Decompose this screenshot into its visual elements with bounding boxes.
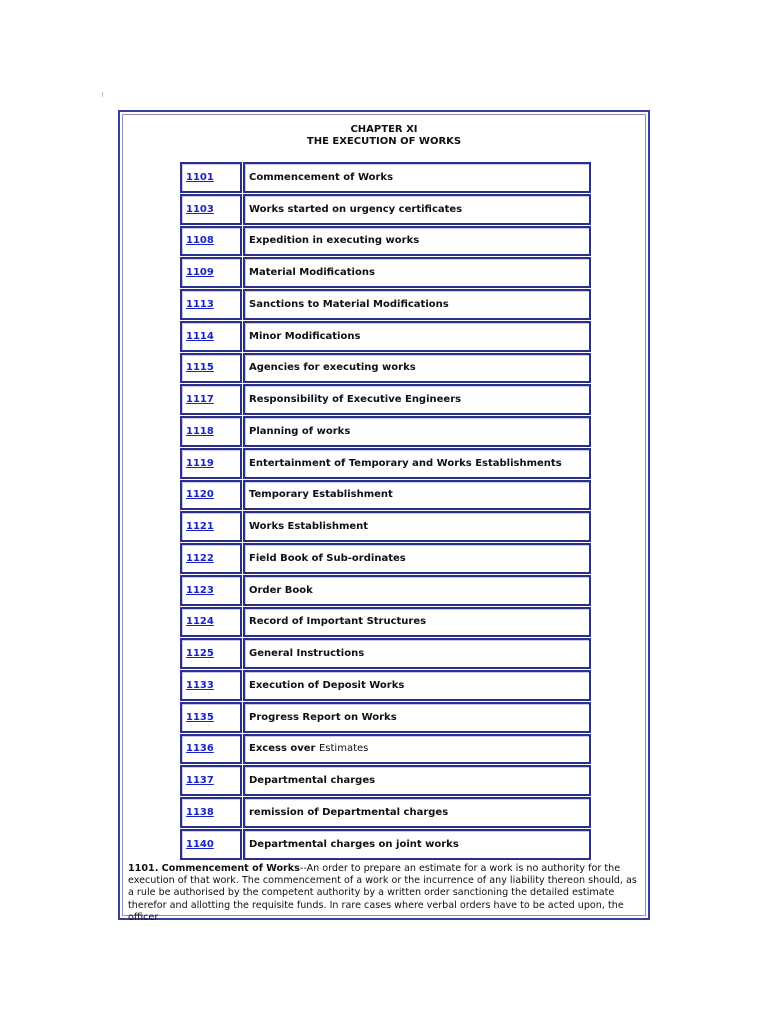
section-title: Works started on urgency certificates	[249, 203, 463, 215]
section-link-1115[interactable]: 1115	[186, 362, 214, 374]
toc-title-cell	[243, 194, 591, 225]
toc-row	[180, 734, 592, 766]
toc-number-cell	[180, 321, 242, 352]
section-title: Agencies for executing works	[249, 362, 416, 374]
stray-mark	[102, 92, 103, 97]
section-link-1108[interactable]: 1108	[186, 235, 214, 247]
toc-title-cell	[243, 829, 591, 860]
toc-row	[180, 670, 592, 702]
toc-row	[180, 543, 592, 575]
toc-row	[180, 162, 592, 194]
section-link-1138[interactable]: 1138	[186, 806, 214, 818]
table-of-contents	[180, 162, 592, 861]
section-title-plain: Estimates	[318, 743, 369, 755]
toc-number-cell	[180, 638, 242, 669]
section-link-1122[interactable]: 1122	[186, 552, 214, 564]
toc-number-cell	[180, 670, 242, 701]
toc-row	[180, 511, 592, 543]
toc-title-cell	[243, 511, 591, 542]
toc-row	[180, 607, 592, 639]
toc-number-cell	[180, 575, 242, 606]
toc-row	[180, 353, 592, 385]
section-title: Minor Modifications	[249, 330, 361, 342]
chapter-title: THE EXECUTION OF WORKS	[306, 136, 462, 147]
section-link-1117[interactable]: 1117	[186, 394, 214, 406]
section-heading: 1101. Commencement of Works	[128, 863, 300, 874]
toc-title-cell	[243, 702, 591, 733]
section-link-1114[interactable]: 1114	[186, 330, 214, 342]
section-title: Entertainment of Temporary and Works Establishments	[249, 457, 562, 469]
section-title: remission of Departmental charges	[249, 806, 449, 818]
toc-title-cell	[243, 353, 591, 384]
toc-title-cell	[243, 226, 591, 257]
chapter-heading	[120, 124, 648, 148]
section-title: Field Book of Sub-ordinates	[249, 552, 406, 564]
toc-row	[180, 765, 592, 797]
section-link-1119[interactable]: 1119	[186, 457, 214, 469]
toc-title-cell	[243, 670, 591, 701]
toc-title-cell	[243, 575, 591, 606]
toc-row	[180, 448, 592, 480]
section-title: Departmental charges on joint works	[249, 838, 459, 850]
section-title: Order Book	[249, 584, 313, 596]
toc-row	[180, 575, 592, 607]
chapter-number: CHAPTER XI	[350, 124, 418, 135]
toc-title-cell	[243, 765, 591, 796]
toc-title-cell	[243, 448, 591, 479]
section-link-1103[interactable]: 1103	[186, 203, 214, 215]
section-title: Departmental charges	[249, 775, 376, 787]
section-link-1121[interactable]: 1121	[186, 521, 214, 533]
toc-number-cell	[180, 734, 242, 765]
section-title: Progress Report on Works	[249, 711, 397, 723]
toc-number-cell	[180, 416, 242, 447]
toc-number-cell	[180, 702, 242, 733]
toc-row	[180, 416, 592, 448]
toc-number-cell	[180, 353, 242, 384]
toc-number-cell	[180, 797, 242, 828]
section-title: Planning of works	[249, 425, 351, 437]
section-title: Material Modifications	[249, 267, 375, 279]
section-link-1113[interactable]: 1113	[186, 298, 214, 310]
section-link-1109[interactable]: 1109	[186, 267, 214, 279]
toc-number-cell	[180, 448, 242, 479]
toc-number-cell	[180, 162, 242, 193]
toc-row	[180, 638, 592, 670]
toc-number-cell	[180, 511, 242, 542]
toc-number-cell	[180, 829, 242, 860]
toc-title-cell	[243, 321, 591, 352]
section-title: Works Establishment	[249, 521, 369, 533]
section-title: Responsibility of Executive Engineers	[249, 394, 462, 406]
toc-number-cell	[180, 543, 242, 574]
section-title: Record of Important Structures	[249, 616, 427, 628]
section-link-1124[interactable]: 1124	[186, 616, 214, 628]
toc-number-cell	[180, 607, 242, 638]
section-title: Expedition in executing works	[249, 235, 420, 247]
toc-row	[180, 321, 592, 353]
section-title: Excess over	[249, 743, 319, 755]
toc-title-cell	[243, 734, 591, 765]
section-link-1137[interactable]: 1137	[186, 775, 214, 787]
toc-number-cell	[180, 384, 242, 415]
toc-title-cell	[243, 416, 591, 447]
toc-row	[180, 194, 592, 226]
toc-title-cell	[243, 543, 591, 574]
toc-title-cell	[243, 257, 591, 288]
toc-title-cell	[243, 638, 591, 669]
section-text: --An order to prepare an estimate for a work is no authority for the execution of that work. The commencement of a work or the incurrence of any liability thereon should, as a rule be authorised by the competent authority by a written order sanctioning the detailed estimate therefor and allotting the requisite funds. In rare cases where verbal orders have to be acted upon, the officer	[128, 863, 637, 923]
section-title: General Instructions	[249, 648, 365, 660]
toc-number-cell	[180, 257, 242, 288]
toc-row	[180, 829, 592, 861]
toc-row	[180, 289, 592, 321]
toc-row	[180, 797, 592, 829]
toc-number-cell	[180, 226, 242, 257]
section-title: Commencement of Works	[249, 171, 394, 183]
toc-row	[180, 226, 592, 258]
toc-title-cell	[243, 607, 591, 638]
section-1101-paragraph	[128, 863, 640, 924]
section-link-1136[interactable]: 1136	[186, 743, 214, 755]
toc-title-cell	[243, 289, 591, 320]
toc-row	[180, 480, 592, 512]
toc-title-cell	[243, 480, 591, 511]
section-link-1133[interactable]: 1133	[186, 679, 214, 691]
section-title: Execution of Deposit Works	[249, 679, 405, 691]
toc-title-cell	[243, 797, 591, 828]
toc-row	[180, 384, 592, 416]
section-link-1125[interactable]: 1125	[186, 648, 214, 660]
toc-number-cell	[180, 289, 242, 320]
section-link-1140[interactable]: 1140	[186, 838, 214, 850]
section-link-1118[interactable]: 1118	[186, 425, 214, 437]
toc-number-cell	[180, 480, 242, 511]
toc-row	[180, 257, 592, 289]
section-title: Temporary Establishment	[249, 489, 393, 501]
section-link-1123[interactable]: 1123	[186, 584, 214, 596]
section-title: Sanctions to Material Modifications	[249, 298, 449, 310]
toc-row	[180, 702, 592, 734]
section-link-1120[interactable]: 1120	[186, 489, 214, 501]
section-link-1135[interactable]: 1135	[186, 711, 214, 723]
toc-number-cell	[180, 194, 242, 225]
toc-title-cell	[243, 162, 591, 193]
toc-number-cell	[180, 765, 242, 796]
section-link-1101[interactable]: 1101	[186, 171, 214, 183]
document-page	[118, 110, 650, 923]
toc-title-cell	[243, 384, 591, 415]
